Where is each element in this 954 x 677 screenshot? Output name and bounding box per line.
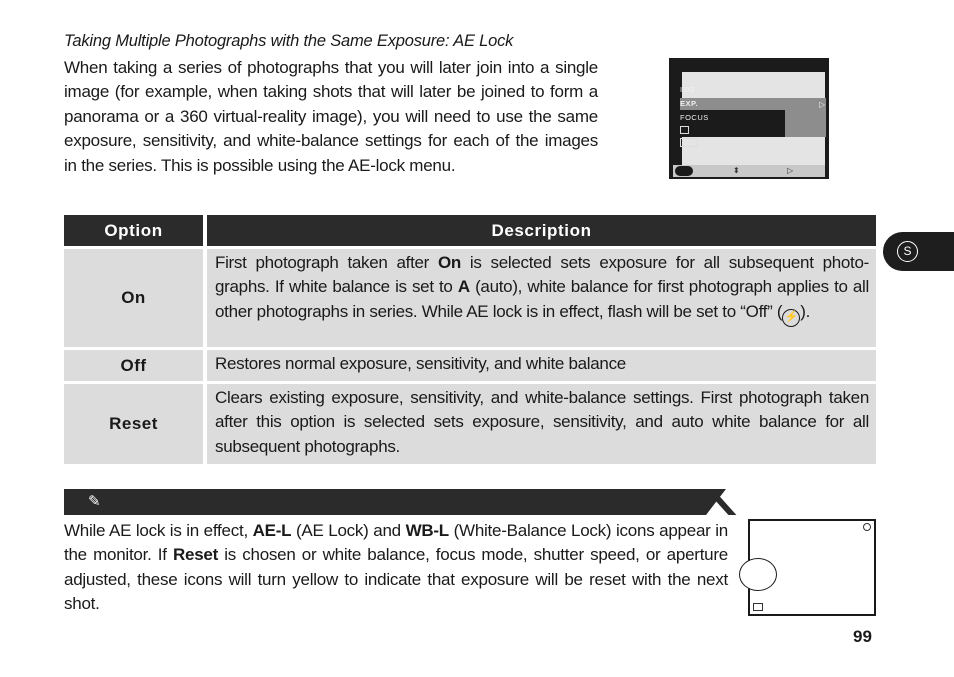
description-cell: Clears existing exposure, sensitivity, and white-balance settings. First photograph taken after this option is selected sets exposure, sensitivity, and auto white balance for all subsequent photographs. — [207, 384, 876, 464]
options-table — [64, 215, 876, 464]
chapter-tab — [883, 232, 954, 271]
note-header-bar — [64, 489, 706, 515]
right-arrow-icon: ▷ — [787, 166, 794, 175]
option-cell: On — [64, 249, 203, 347]
section-title: Taking Multiple Photographs with the Same Exposure: AE Lock — [64, 32, 514, 50]
settings-s-icon: S — [897, 241, 918, 262]
menu-bottom-bar — [673, 165, 825, 177]
header-description: Description — [207, 215, 876, 246]
tip-icon: ✎ — [88, 493, 101, 510]
menu-item-folder-icon — [680, 126, 689, 134]
note-paragraph: While AE lock is in effect, AE-L (AE Lock) and WB-L (White-Balance Lock) icons appear in the monitor. If Reset is chosen or white balance, focus mode, shutter speed, or aperture adjusted, these icons will turn yellow to indicate that exposure will be reset with the next shot. — [64, 521, 729, 614]
table-header — [64, 215, 876, 246]
up-down-arrow-icon: ⬍ — [733, 166, 740, 175]
menu-gray-block — [785, 110, 826, 137]
callout-circle — [739, 558, 777, 591]
option-cell: Reset — [64, 384, 203, 464]
page-number: 99 — [853, 627, 872, 646]
menu-item-focus: FOCUS — [680, 113, 709, 122]
description-cell: Restores normal exposure, sensitivity, and white balance — [207, 350, 876, 381]
intro-paragraph: When taking a series of photographs that you will later join into a single image (for example, when taking shots that will later be joined to form a panorama or a 360 virtual-reality image), you will need to use the same exposure, sensitivity, and white-balance settings for each of the images in the series. This is possible using the AE-lock menu. — [64, 58, 598, 175]
menu-item-exp: EXP. — [680, 99, 699, 108]
description-cell: First photograph taken after On is selected sets exposure for all subsequent photo-graphs. If white balance is set to A (auto), white balance for first photograph applies to all other photographs in series. While AE lock is in effect, flash will be set to “Off” ( ⚡ ). — [207, 249, 876, 347]
camera-menu-illustration — [669, 58, 829, 179]
menu-knob-icon — [675, 166, 693, 176]
table-row — [64, 249, 876, 347]
flash-off-icon: ⚡ — [782, 309, 800, 327]
menu-selected-row — [680, 98, 826, 110]
table-row — [64, 384, 876, 464]
table-row — [64, 350, 876, 381]
menu-item-size-icon — [680, 138, 698, 147]
header-option: Option — [64, 215, 203, 246]
menu-right-arrow-icon: ▷ — [819, 100, 826, 109]
option-cell: Off — [64, 350, 203, 381]
monitor-status-icon — [863, 523, 871, 531]
monitor-lock-icon — [753, 603, 763, 611]
menu-item-iso: ISO — [680, 85, 695, 94]
